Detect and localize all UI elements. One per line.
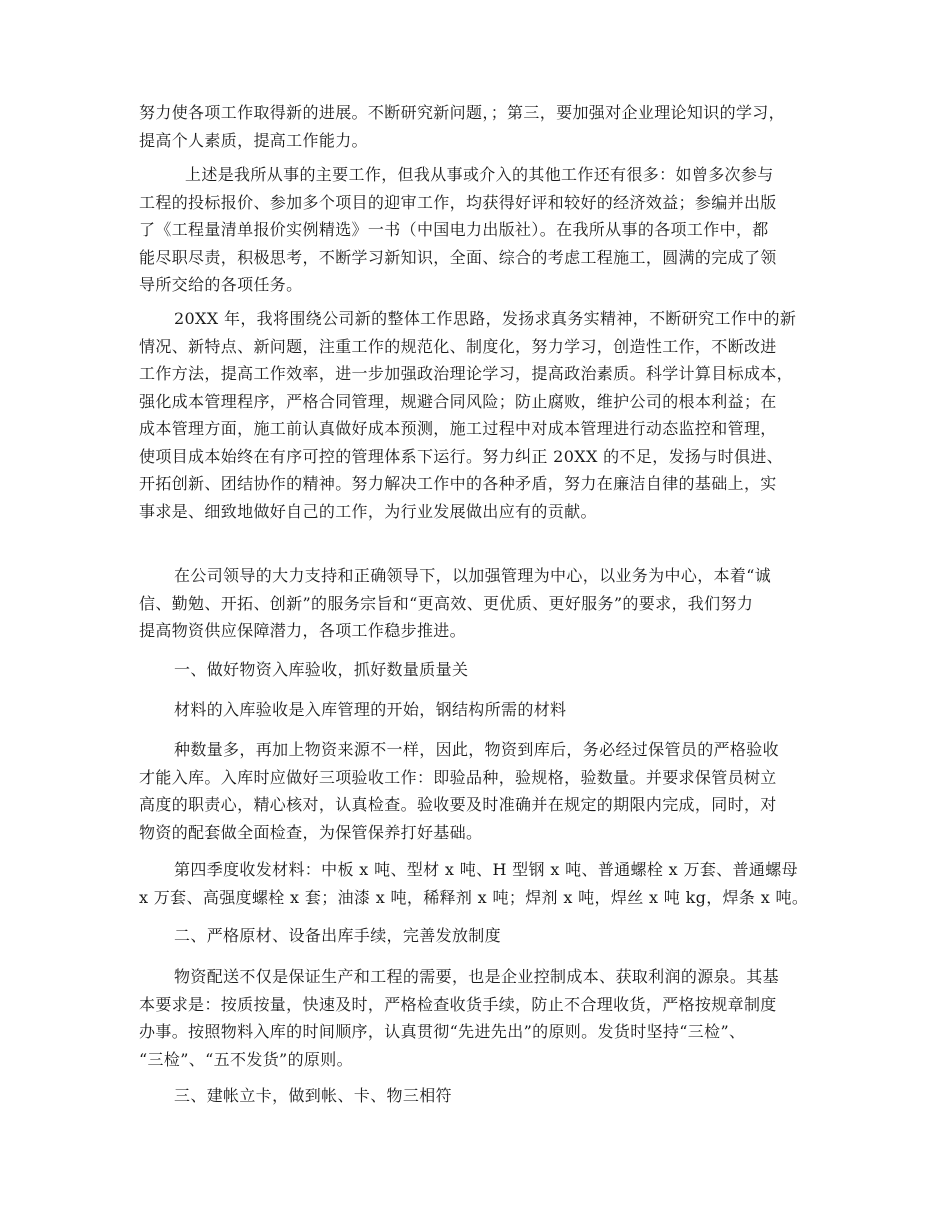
paragraph-work-progress: [139, 99, 819, 154]
text-line: 高度的职责心，精心核对，认真检查。验收要及时准确并在规定的期限内完成，同时，对: [139, 795, 777, 814]
section-heading-2: [139, 922, 819, 950]
text-line: 20XX 年，我将围绕公司新的整体工作思路，发扬求真务实精神，不断研究工作中的新: [174, 309, 797, 328]
text-line: 物资配送不仅是保证生产和工程的需要，也是企业控制成本、获取利润的源泉。其基: [174, 967, 779, 986]
paragraph-next-year-plan: [139, 305, 819, 525]
heading-text: 二、严格原材、设备出库手续，完善发放制度: [174, 926, 502, 945]
text-line: 事求是、细致地做好自己的工作，为行业发展做出应有的贡献。: [139, 501, 597, 521]
paragraph-supply-intro: [139, 562, 819, 645]
text-line: 开拓创新、团结协作的精神。努力解决工作中的各种矛盾，努力在廉洁自律的基础上，实: [139, 474, 777, 493]
text-line: 种数量多，再加上物资来源不一样，因此，物资到库后，务必经过保管员的严格验收: [174, 740, 779, 759]
text-line: 才能入库。入库时应做好三项验收工作：即验品种，验规格，验数量。并要求保管员树立: [139, 767, 777, 787]
heading-text: 三、建帐立卡，做到帐、卡、物三相符: [174, 1086, 452, 1105]
paragraph-q4-materials: [139, 856, 819, 911]
text-line: 强化成本管理程序，严格合同管理，规避合同风险；防止腐败，维护公司的根本利益；在: [139, 391, 777, 411]
text-line: x 万套、高强度螺栓 x 套；油漆 x 吨，稀释剂 x 吨；焊剂 x 吨，焊丝 x 吨 kg，焊条 x 吨。: [139, 887, 809, 907]
text-line: 工作方法，提高工作效率，进一步加强政治理论学习，提高政治素质。科学计算目标成本，: [139, 364, 794, 383]
text-line: “三检”、“五不发货”的原则。: [139, 1049, 353, 1069]
section-heading-1: [139, 656, 819, 684]
text-line: 工程的投标报价、参加多个项目的迎审工作，均获得好评和较好的经济效益；参编并出版: [139, 192, 777, 212]
text-line: 能尽职尽责，积极思考，不断学习新知识，全面、综合的考虑工程施工，圆满的完成了领: [139, 247, 777, 267]
text-line: 使项目成本始终在有序可控的管理体系下运行。努力纠正 20XX 的不足，发扬与时俱进、: [139, 446, 784, 466]
text-line: 了《工程量清单报价实例精选》一书（中国电力出版社）。在我所从事的各项工作中，都: [139, 220, 769, 239]
text-line: 材料的入库验收是入库管理的开始，钢结构所需的材料: [174, 700, 567, 719]
heading-text: 一、做好物资入库验收，抓好数量质量关: [174, 660, 469, 679]
text-line: 提高个人素质，提高工作能力。: [139, 130, 368, 150]
text-line: 导所交给的各项任务。: [139, 275, 303, 294]
text-line: 办事。按照物料入库的时间顺序，认真贯彻“先进先出”的原则。发货时坚持“三检”、: [139, 1022, 746, 1041]
text-line: 物资的配套做全面检查，为保管保养打好基础。: [139, 822, 483, 842]
text-line: 努力使各项工作取得新的进展。不断研究新问题，；第三，要加强对企业理论知识的学习，: [139, 103, 786, 122]
text-line: 情况、新特点、新问题，注重工作的规范化、制度化，努力学习，创造性工作，不断改进: [139, 336, 777, 356]
paragraph-main-work-summary: [139, 161, 819, 299]
text-line: 本要求是：按质按量，快速及时，严格检查收货手续，防止不合理收货，严格按规章制度: [139, 994, 777, 1014]
text-line: 提高物资供应保障潜力，各项工作稳步推进。: [139, 621, 467, 640]
paragraph-acceptance-start: [139, 696, 819, 724]
paragraph-distribution: [139, 963, 819, 1073]
section-heading-3: [139, 1082, 819, 1110]
text-line: 第四季度收发材料：中板 x 吨、型材 x 吨、H 型钢 x 吨、普通螺栓 x 万套、普通螺母: [174, 860, 798, 879]
paragraph-acceptance-detail: [139, 736, 819, 846]
text-line: 在公司领导的大力支持和正确领导下，以加强管理为中心，以业务为中心，本着“诚: [174, 566, 772, 585]
text-line: 信、勤勉、开拓、创新”的服务宗旨和“更高效、更优质、更好服务”的要求，我们努力: [139, 593, 754, 613]
text-line: 上述是我所从事的主要工作，但我从事或介入的其他工作还有很多：如曾多次参与: [185, 165, 774, 184]
text-line: 成本管理方面，施工前认真做好成本预测，施工过程中对成本管理进行动态监控和管理，: [139, 419, 777, 438]
